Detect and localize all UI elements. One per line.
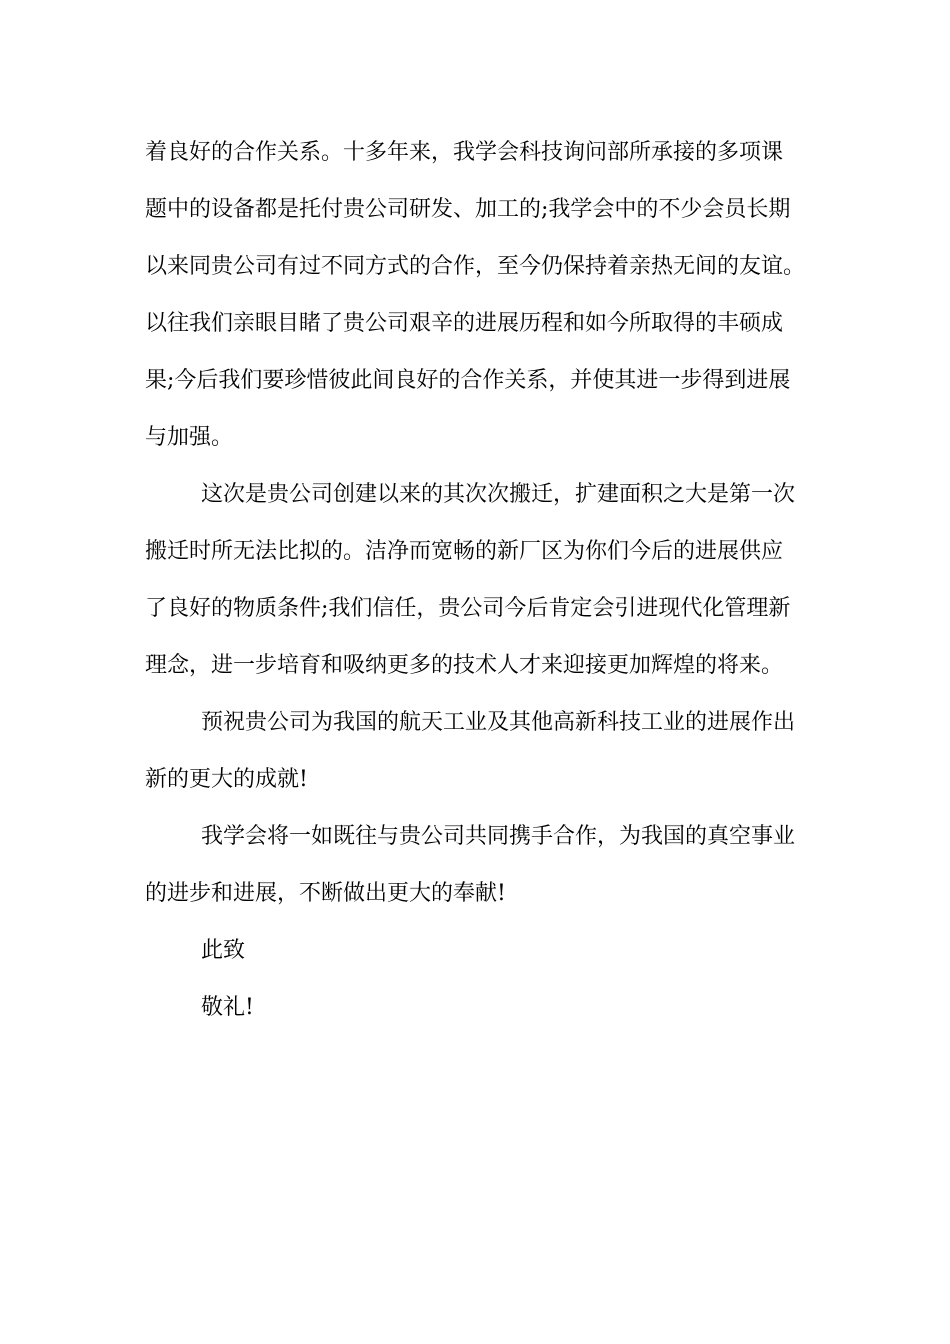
closing-regards: 敬礼! [201, 995, 254, 1020]
paragraph-first-line: 预祝贵公司为我国的航天工业及其他高新科技工业的进展作出 [201, 710, 796, 735]
text-line: 新的更大的成就! [145, 767, 308, 792]
text-line: 理念，进一步培育和吸纳更多的技术人才来迎接更加辉煌的将来。 [145, 653, 784, 678]
text-line: 以往我们亲眼目睹了贵公司艰辛的进展历程和如今所取得的丰硕成 [145, 311, 784, 336]
text-line: 题中的设备都是托付贵公司研发、加工的;我学会中的不少会员长期 [145, 197, 791, 222]
closing-salutation: 此致 [201, 938, 246, 963]
text-line: 与加强。 [145, 425, 234, 450]
paragraph-first-line: 这次是贵公司创建以来的其次次搬迁，扩建面积之大是第一次 [201, 482, 796, 507]
text-line: 了良好的物质条件;我们信任，贵公司今后肯定会引进现代化管理新 [145, 596, 791, 621]
text-line: 果;今后我们要珍惜彼此间良好的合作关系，并使其进一步得到进展 [145, 368, 791, 393]
text-line: 着良好的合作关系。十多年来，我学会科技询问部所承接的多项课 [145, 140, 784, 165]
text-line: 以来同贵公司有过不同方式的合作，至今仍保持着亲热无间的友谊。 [145, 254, 806, 279]
text-line: 搬迁时所无法比拟的。洁净而宽畅的新厂区为你们今后的进展供应 [145, 539, 784, 564]
paragraph-first-line: 我学会将一如既往与贵公司共同携手合作，为我国的真空事业 [201, 824, 796, 849]
letter-body [145, 124, 825, 1036]
text-line: 的进步和进展，不断做出更大的奉献! [145, 881, 506, 906]
